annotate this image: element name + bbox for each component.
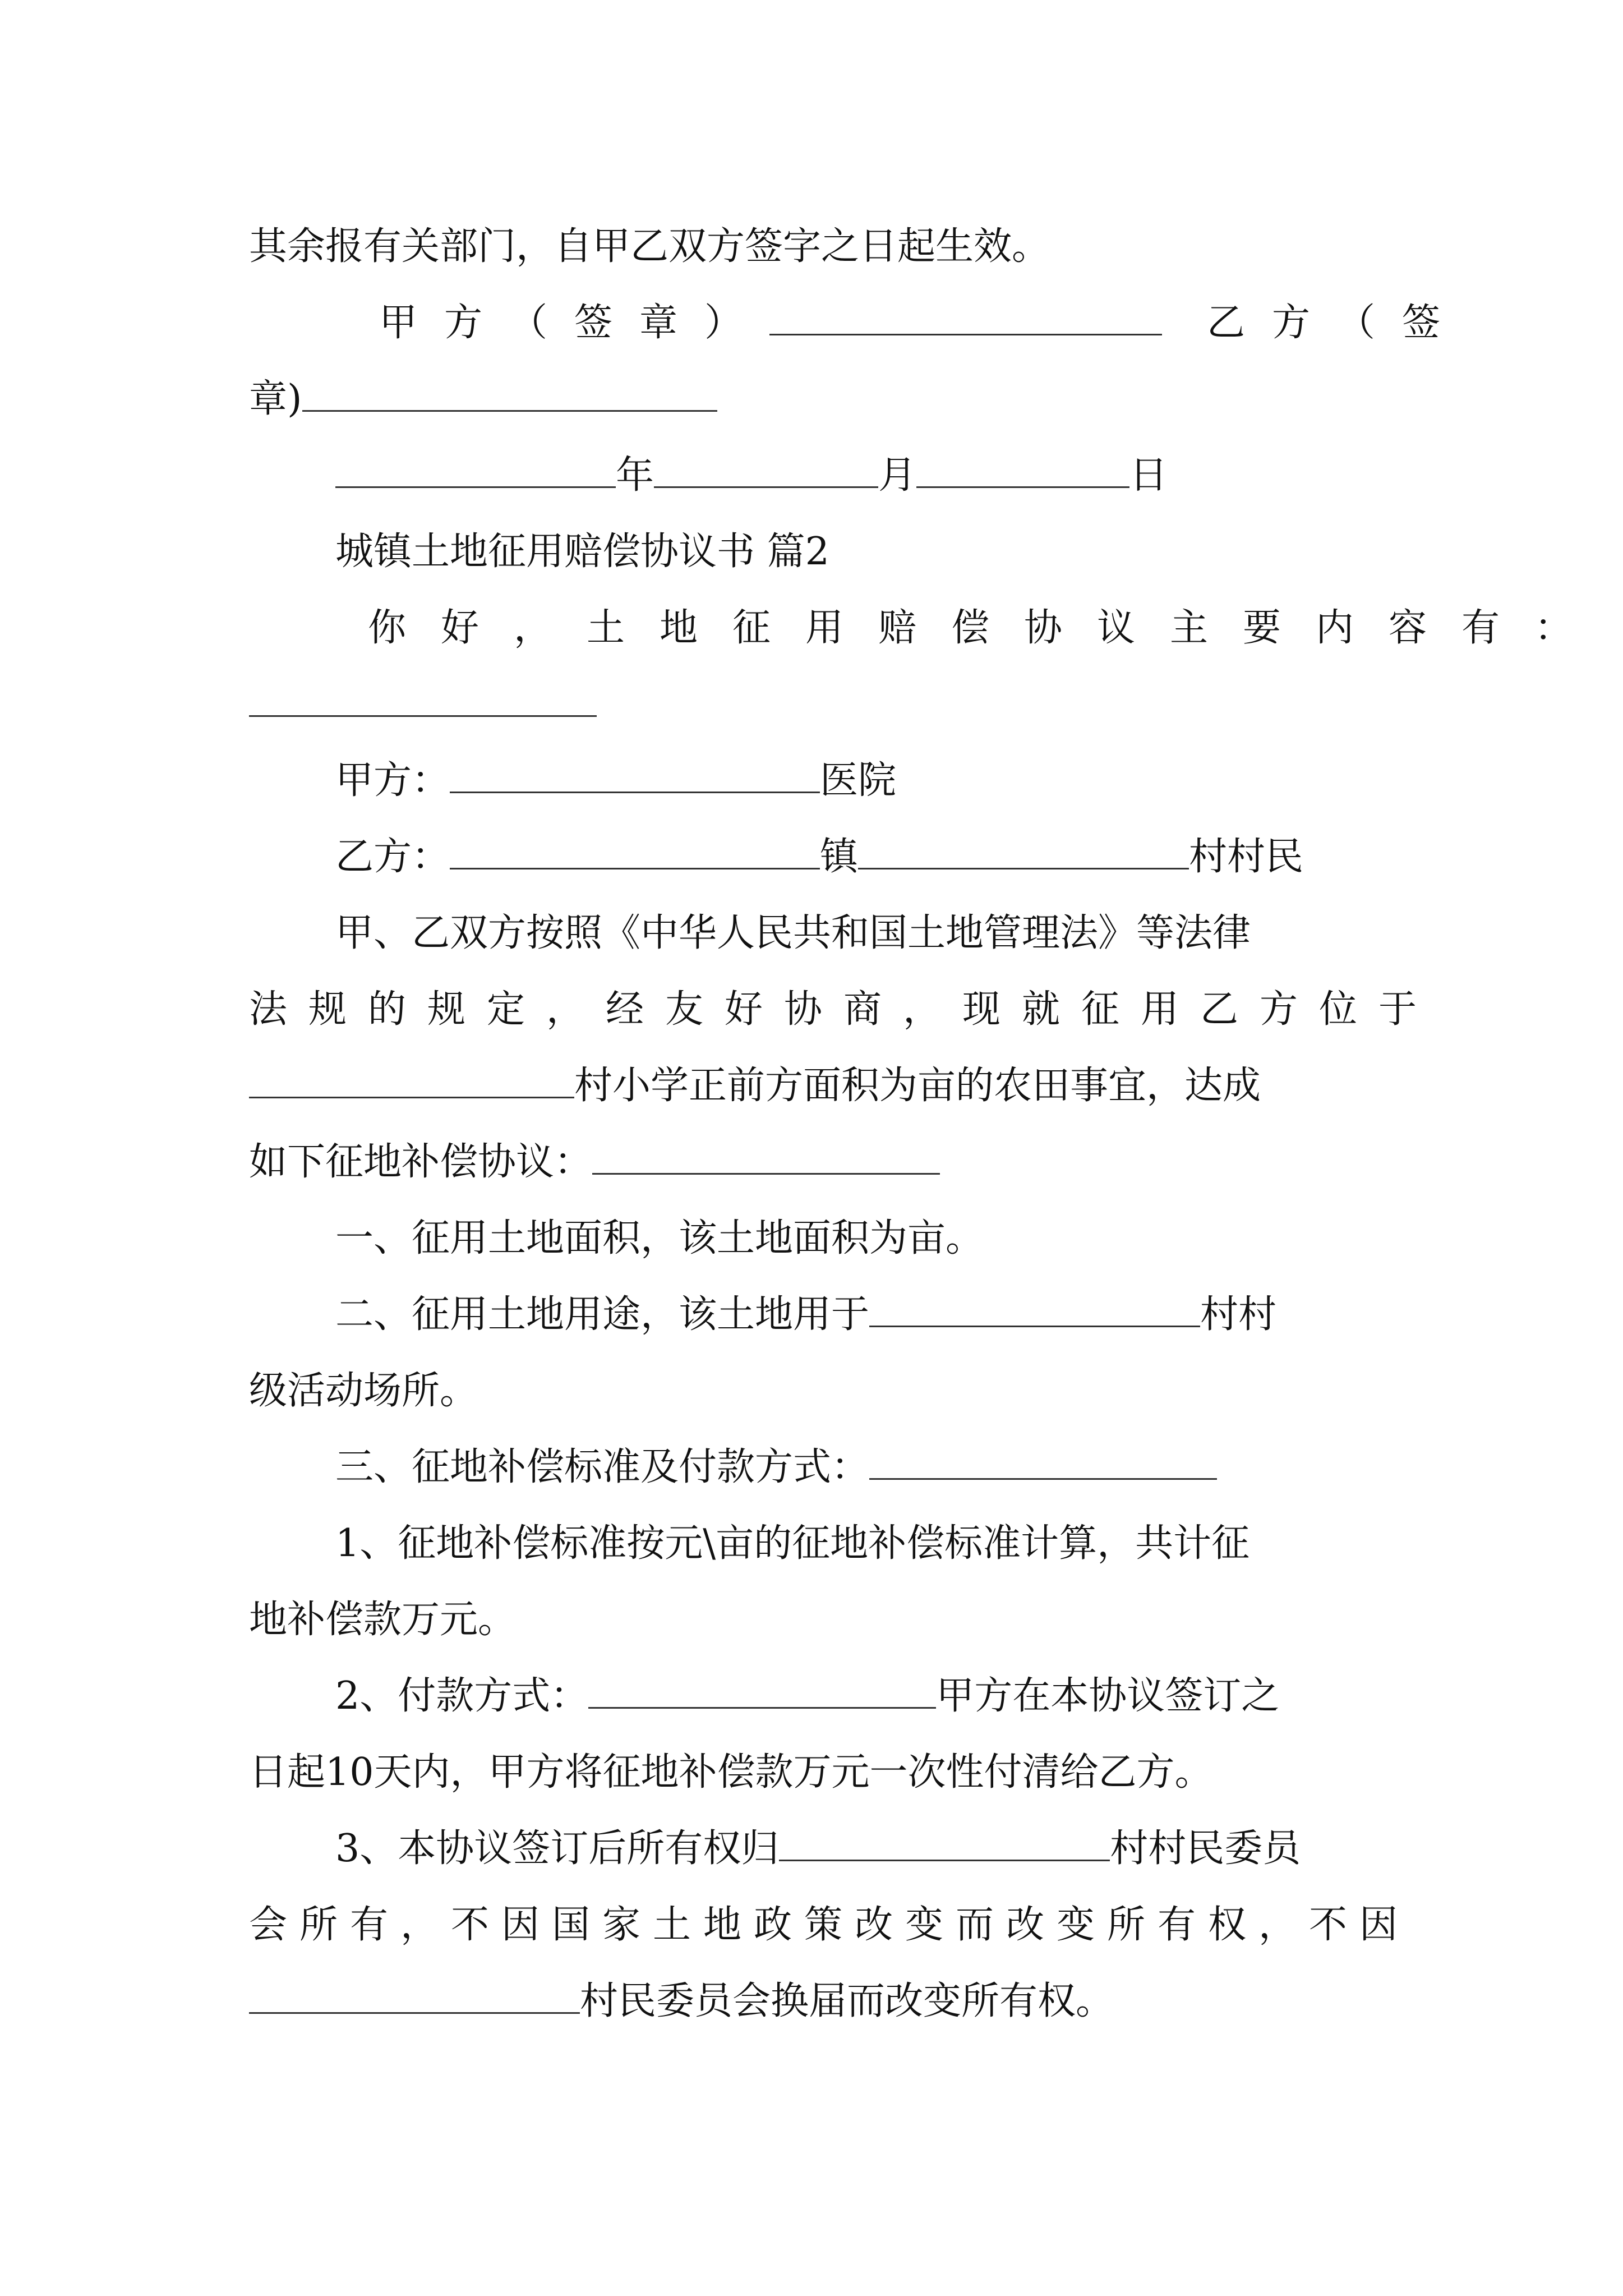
party-a-blank <box>450 757 820 793</box>
sub-item-text: 3、本协议签订后所有权归 <box>335 1826 780 1871</box>
payment-blank <box>869 1443 1217 1480</box>
text-line <box>249 1364 478 1418</box>
text-line <box>249 1593 516 1647</box>
committee-blank <box>249 1977 580 2014</box>
agreement-blank <box>592 1138 940 1175</box>
date-line <box>335 449 1168 503</box>
sub-item-text: 1、征地补偿标准按元\亩的征地补偿标准计算，共计征 <box>335 1521 1250 1566</box>
list-item <box>335 1441 1217 1494</box>
paragraph-text: 村小学正前方面积为亩的农田事宜，达成 <box>574 1064 1261 1108</box>
item-text: 一、征用土地面积，该土地面积为亩。 <box>335 1216 984 1260</box>
text-line <box>249 983 1438 1037</box>
heading-text: 城镇土地征用赔偿协议书 篇2 <box>335 530 829 574</box>
party-b-blank-2 <box>858 833 1189 869</box>
text-line <box>249 1059 1261 1113</box>
text-line <box>249 1135 940 1189</box>
party-b-sign-label: 乙方（签 <box>1207 301 1468 345</box>
day-blank <box>916 452 1129 488</box>
day-label: 日 <box>1129 453 1168 498</box>
party-b-blank-1 <box>450 833 820 869</box>
paragraph-text: 如下征地补偿协议： <box>249 1140 593 1184</box>
ownership-blank <box>779 1825 1110 1861</box>
intro-blank <box>249 680 597 717</box>
intro-text: 你好，土地征用赔偿协议主要内容有： <box>368 606 1608 650</box>
location-blank <box>249 1062 574 1098</box>
year-label: 年 <box>616 453 654 498</box>
sub-item-text: 村民委员会换届而改变所有权。 <box>580 1979 1114 2023</box>
intro-line <box>368 601 1607 655</box>
month-blank <box>654 452 878 488</box>
party-a-line <box>335 754 896 808</box>
text-line <box>249 1975 1114 2028</box>
text-line <box>249 1746 1213 1800</box>
payment-method-blank <box>588 1672 936 1709</box>
signature-blank <box>302 375 717 412</box>
text-line <box>249 1898 1410 1952</box>
paragraph-text: 其余报有关部门，自甲乙双方签字之日起生效。 <box>249 224 1050 269</box>
sub-item-text: 2、付款方式： <box>335 1674 589 1718</box>
usage-blank <box>869 1291 1200 1327</box>
item-text: 村村 <box>1200 1292 1277 1337</box>
party-b-sign-label-cont: 章) <box>249 377 302 421</box>
list-item <box>335 1288 1276 1342</box>
year-blank <box>335 452 616 488</box>
party-b-label: 乙方： <box>335 835 450 879</box>
item-text: 级活动场所。 <box>249 1369 478 1413</box>
paragraph-text: 甲、乙双方按照《中华人民共和国土地管理法》等法律 <box>335 911 1251 955</box>
sub-item-text: 会所有，不因国家土地政策改变而改变所有权，不因 <box>249 1903 1410 1947</box>
signature-blank <box>769 299 1162 335</box>
party-a-sign-label: 甲方（签章） <box>379 301 770 345</box>
sub-item-text: 村村民委员 <box>1110 1826 1301 1871</box>
sub-item-text: 地补偿款万元。 <box>249 1598 517 1642</box>
sub-item <box>335 1669 1279 1723</box>
signature-line-2 <box>249 372 717 426</box>
sub-item <box>335 1517 1249 1571</box>
party-a-label: 甲方： <box>335 758 450 803</box>
signature-line <box>379 296 1468 350</box>
paragraph-text: 法规的规定，经友好协商，现就征用乙方位于 <box>249 987 1438 1032</box>
month-label: 月 <box>878 453 917 498</box>
sub-item <box>335 1822 1301 1876</box>
item-text: 三、征地补偿标准及付款方式： <box>335 1445 870 1489</box>
text-line <box>249 220 1050 274</box>
party-a-suffix: 医院 <box>820 758 897 803</box>
intro-blank-line <box>249 678 597 731</box>
party-b-suffix: 村村民 <box>1189 835 1304 879</box>
text-line <box>335 907 1251 960</box>
list-item <box>335 1212 984 1266</box>
item-text: 二、征用土地用途，该土地用于 <box>335 1292 870 1337</box>
party-b-mid: 镇 <box>820 835 859 879</box>
sub-item-text: 日起10天内，甲方将征地补偿款万元一次性付清给乙方。 <box>249 1750 1213 1795</box>
section-heading <box>335 525 829 579</box>
party-b-line <box>335 830 1303 884</box>
sub-item-text: 甲方在本协议签订之 <box>936 1674 1280 1718</box>
